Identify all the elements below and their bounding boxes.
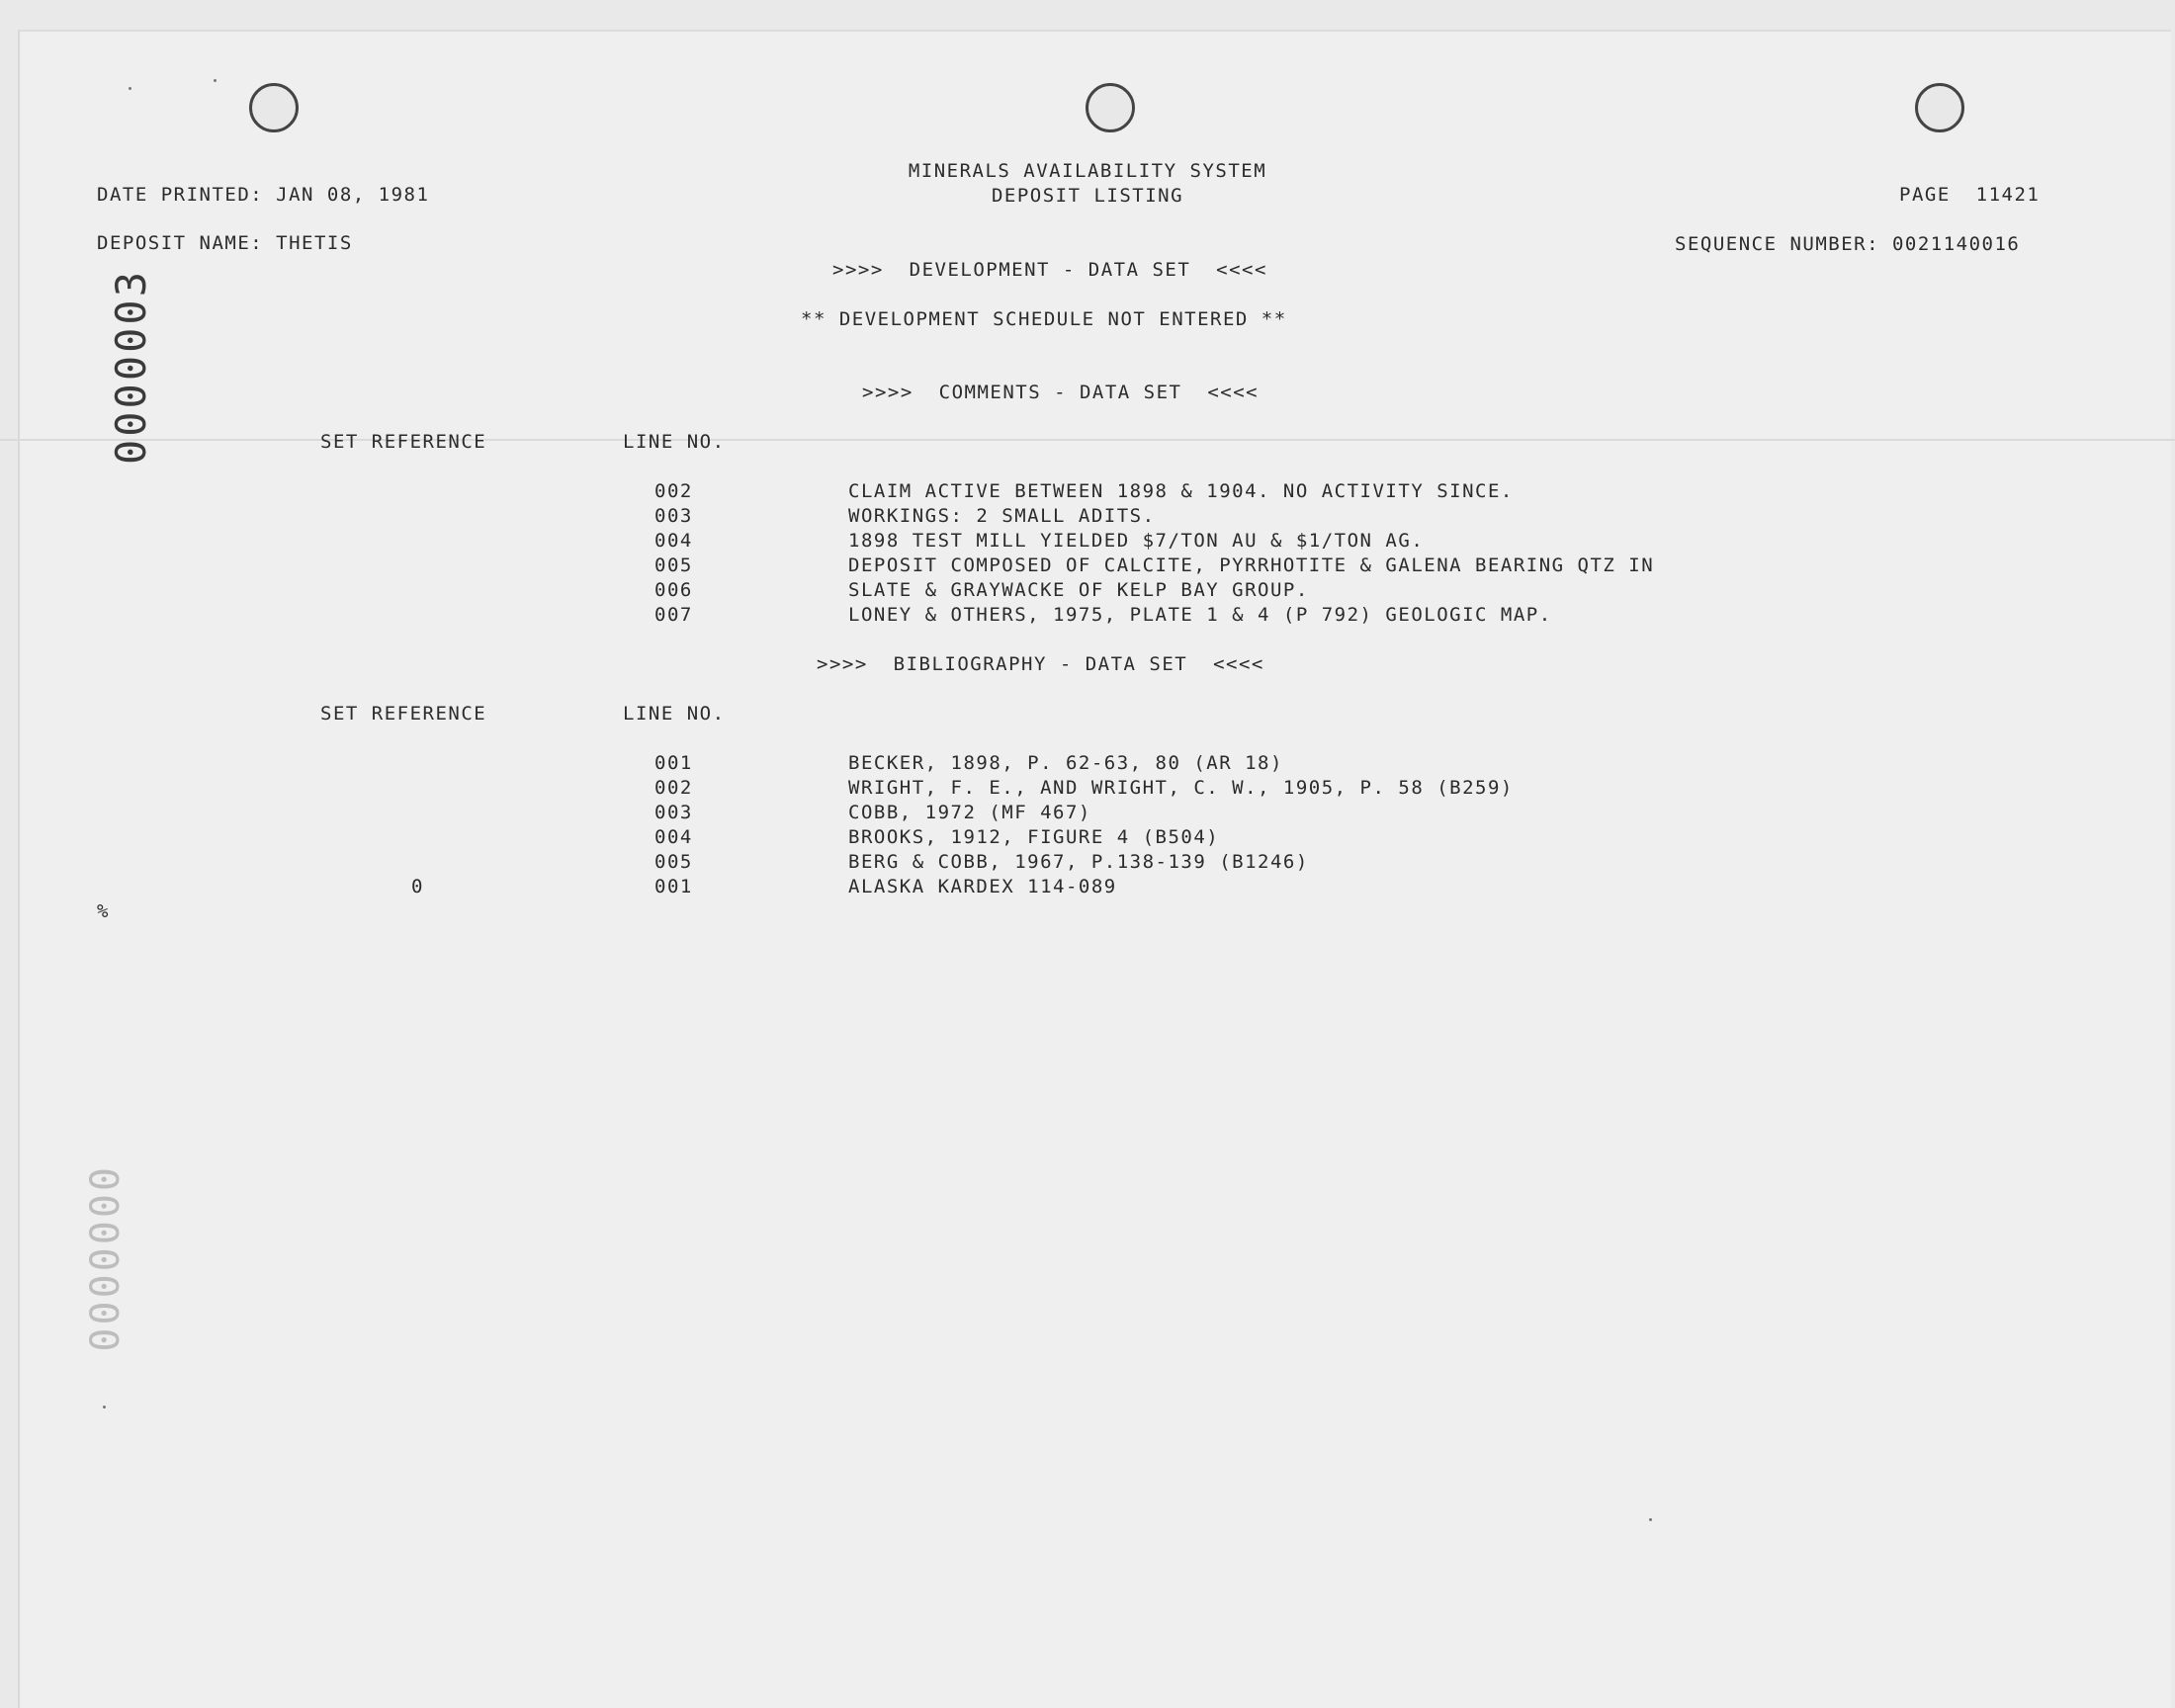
bibliography-heading: >>>> BIBLIOGRAPHY - DATA SET <<<< [817, 653, 1264, 675]
bibliography-text: ALASKA KARDEX 114-089 [848, 876, 1117, 897]
comment-text: SLATE & GRAYWACKE OF KELP BAY GROUP. [848, 579, 1309, 601]
comments-col-set-reference: SET REFERENCE [320, 431, 487, 453]
system-title: MINERALS AVAILABILITY SYSTEM [908, 160, 1267, 182]
paper-speck [129, 87, 131, 90]
paper-speck [1649, 1518, 1652, 1521]
comment-text: 1898 TEST MILL YIELDED $7/TON AU & $1/TON AG. [848, 530, 1425, 552]
sequence-number: SEQUENCE NUMBER: 0021140016 [1675, 233, 2021, 255]
binder-hole-center [1086, 83, 1135, 132]
paper-speck [103, 1406, 106, 1409]
deposit-name: DEPOSIT NAME: THETIS [97, 232, 353, 254]
bibliography-text: COBB, 1972 (MF 467) [848, 802, 1091, 823]
listing-subtitle: DEPOSIT LISTING [991, 185, 1184, 207]
bibliography-line-no: 004 [654, 826, 693, 848]
bibliography-text: BROOKS, 1912, FIGURE 4 (B504) [848, 826, 1220, 848]
date-printed: DATE PRINTED: JAN 08, 1981 [97, 184, 430, 206]
paper-speck [214, 79, 217, 82]
development-note: ** DEVELOPMENT SCHEDULE NOT ENTERED ** [801, 308, 1287, 330]
bibliography-text: BECKER, 1898, P. 62-63, 80 (AR 18) [848, 752, 1283, 774]
binder-hole-left [249, 83, 299, 132]
frame-number-stamp: 0000003 [107, 269, 155, 466]
comment-text: CLAIM ACTIVE BETWEEN 1898 & 1904. NO ACTIVITY SINCE. [848, 480, 1514, 502]
comments-col-line-no: LINE NO. [623, 431, 726, 453]
comment-line-no: 007 [654, 604, 693, 626]
binder-hole-right [1915, 83, 1964, 132]
comment-text: DEPOSIT COMPOSED OF CALCITE, PYRRHOTITE & GALENA BEARING QTZ IN [848, 555, 1655, 576]
bibliography-set-reference: 0 [411, 876, 424, 897]
bibliography-line-no: 001 [654, 752, 693, 774]
end-of-record-mark: % [97, 900, 110, 922]
comment-line-no: 005 [654, 555, 693, 576]
bibliography-line-no: 005 [654, 851, 693, 873]
comment-line-no: 003 [654, 505, 693, 527]
comments-heading: >>>> COMMENTS - DATA SET <<<< [862, 382, 1260, 403]
bibliography-text: BERG & COBB, 1967, P.138-139 (B1246) [848, 851, 1309, 873]
bibliography-col-line-no: LINE NO. [623, 703, 726, 725]
comment-line-no: 004 [654, 530, 693, 552]
development-heading: >>>> DEVELOPMENT - DATA SET <<<< [832, 259, 1267, 281]
comment-line-no: 002 [654, 480, 693, 502]
frame-number-stamp-faint: 0000000 [83, 1164, 129, 1352]
bibliography-col-set-reference: SET REFERENCE [320, 703, 487, 725]
bibliography-text: WRIGHT, F. E., AND WRIGHT, C. W., 1905, P. 58 (B259) [848, 777, 1514, 799]
comment-line-no: 006 [654, 579, 693, 601]
comment-text: WORKINGS: 2 SMALL ADITS. [848, 505, 1156, 527]
bibliography-line-no: 003 [654, 802, 693, 823]
page-number: PAGE 11421 [1899, 184, 2041, 206]
bibliography-line-no: 002 [654, 777, 693, 799]
comment-text: LONEY & OTHERS, 1975, PLATE 1 & 4 (P 792) GEOLOGIC MAP. [848, 604, 1552, 626]
bibliography-line-no: 001 [654, 876, 693, 897]
